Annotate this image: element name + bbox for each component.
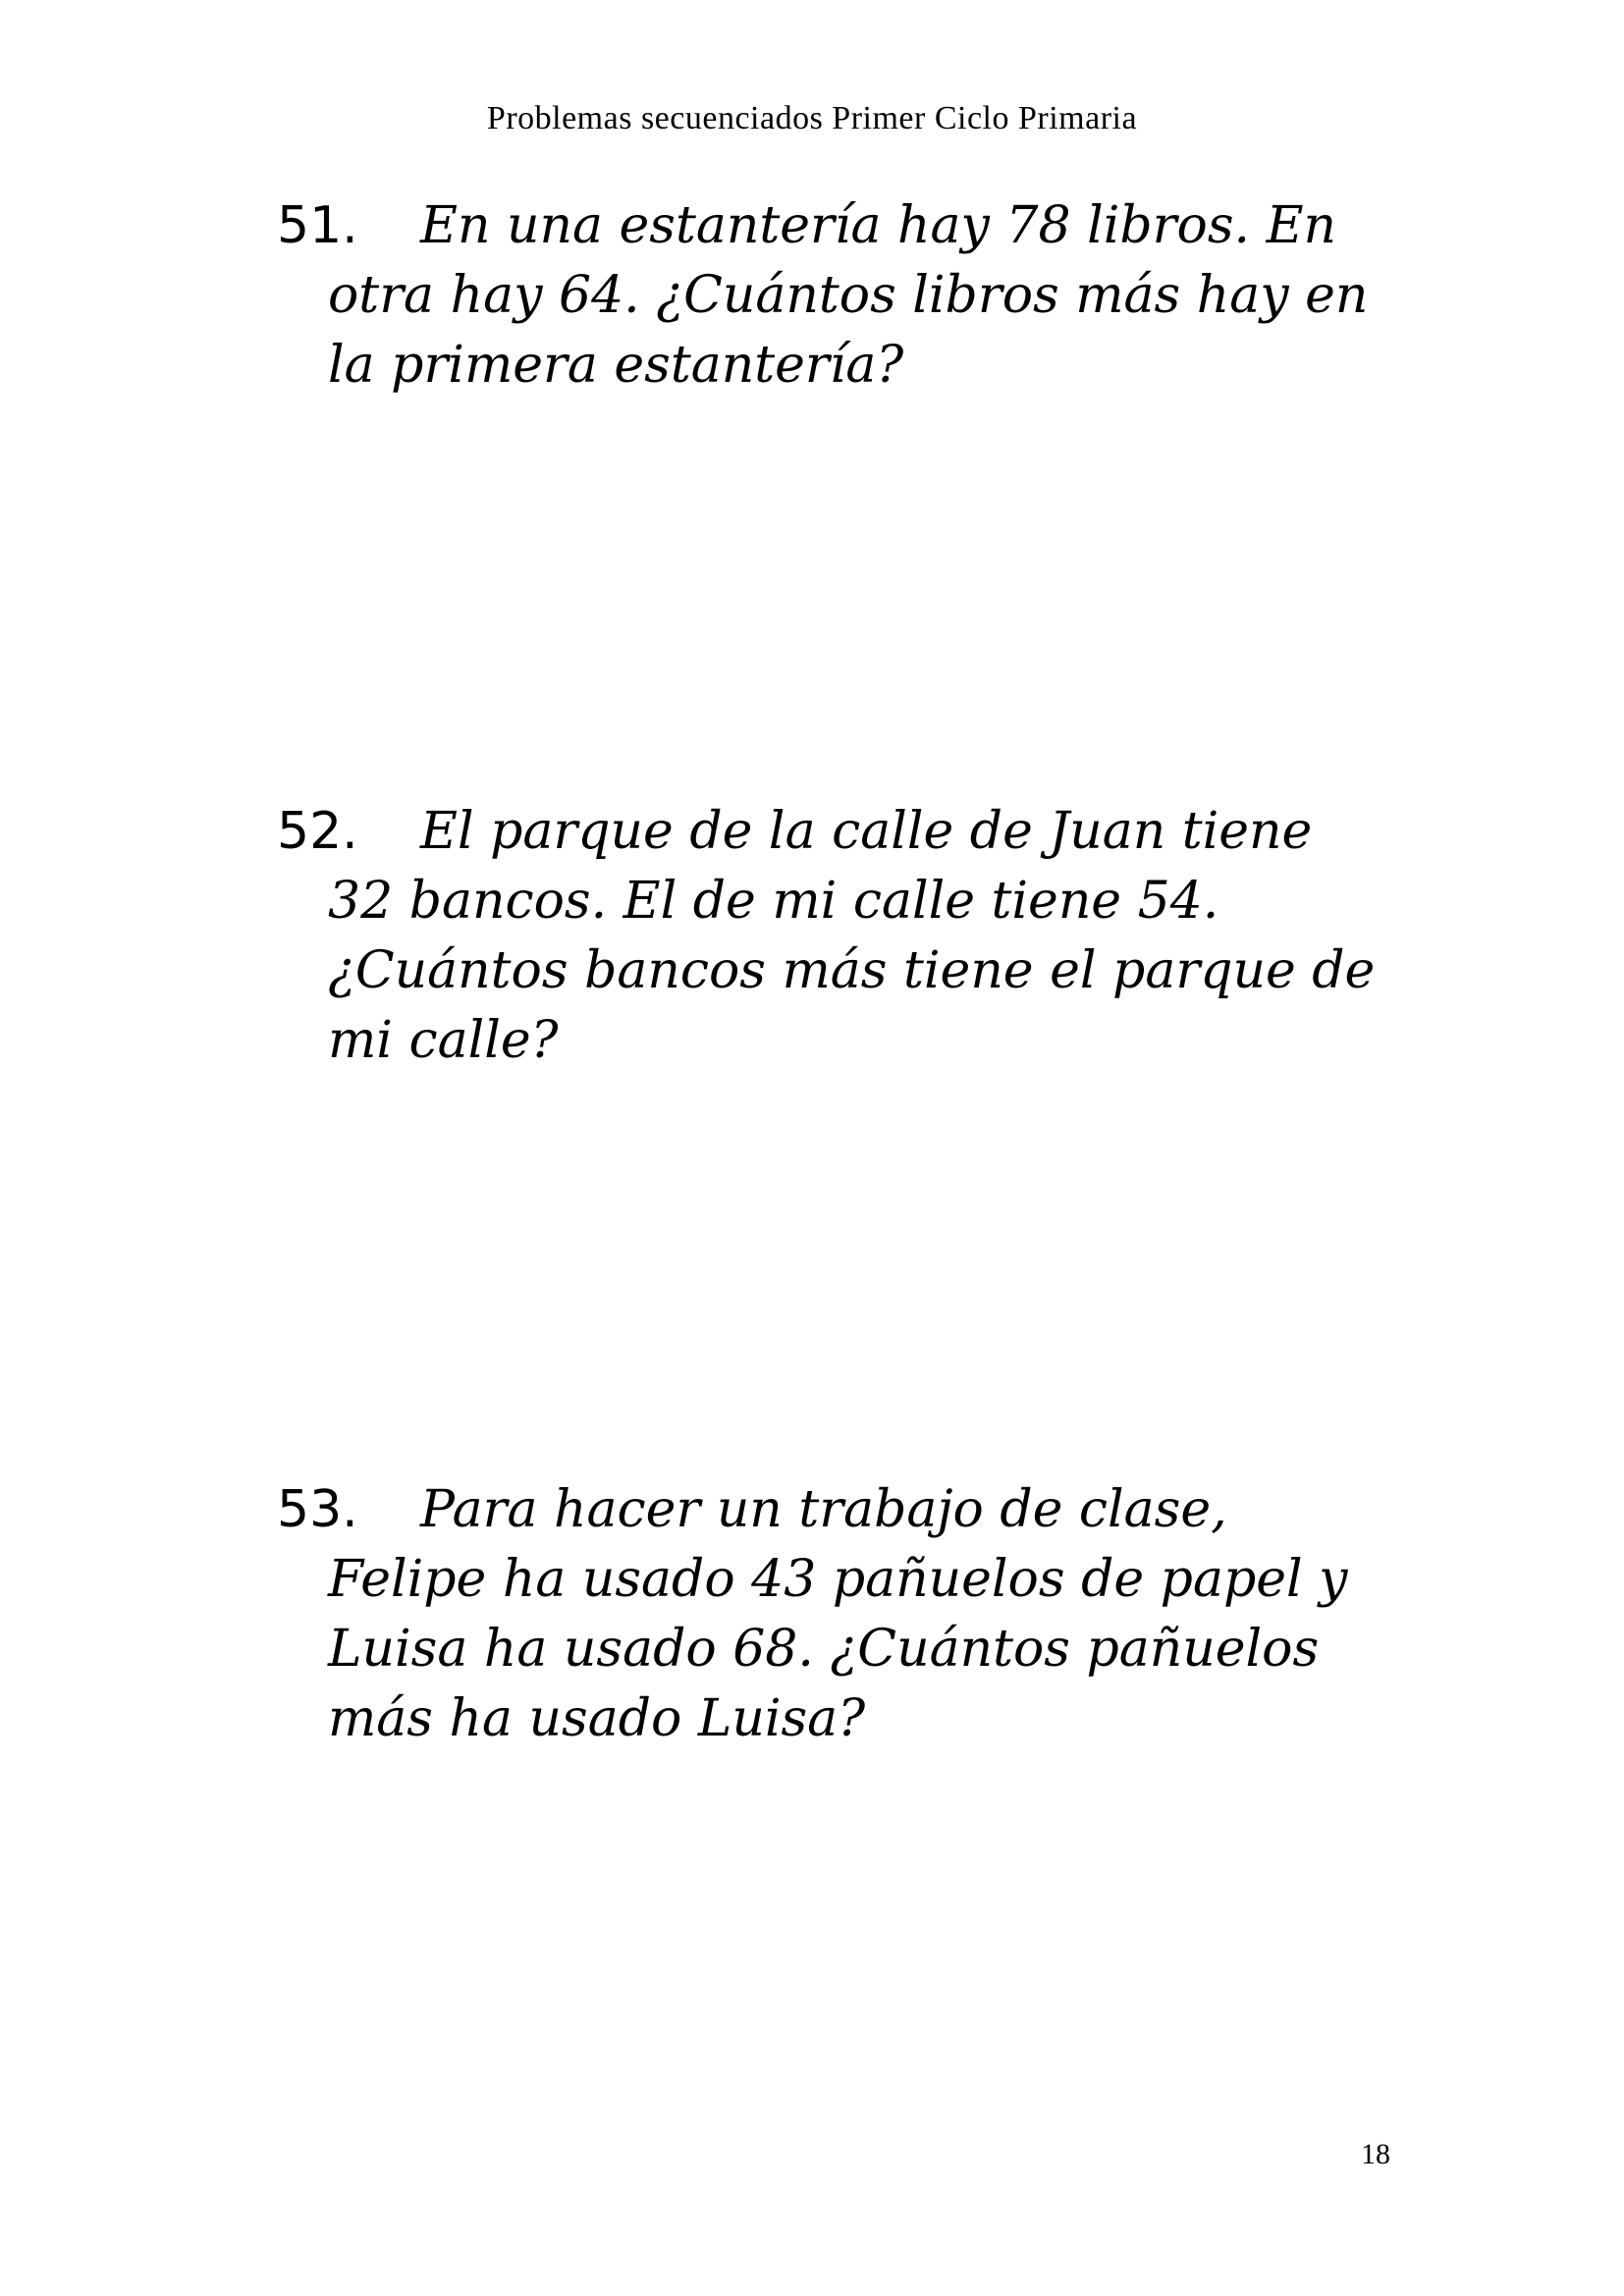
page-number: 18 [1361,2138,1390,2170]
problem-text-line: más ha usado Luisa? [328,1689,866,1748]
problem-text-line: En una estantería hay 78 libros. En [420,196,1337,255]
problem-first-line [277,797,1426,867]
problem-52 [277,797,1426,1076]
problem-number: 53. [277,1480,358,1539]
problem-text-line: El parque de la calle de Juan tiene [420,802,1313,861]
problem-text-line: 32 bancos. El de mi calle tiene 54. [328,872,1219,931]
problem-51 [277,191,1426,400]
problem-number: 52. [277,802,358,861]
problem-number: 51. [277,196,358,255]
problem-text-line: Felipe ha usado 43 pañuelos de papel y [328,1550,1348,1609]
problem-text-line: otra hay 64. ¿Cuántos libros más hay en [328,266,1369,325]
problem-text-line: ¿Cuántos bancos más tiene el parque de [328,941,1376,1000]
problem-first-line [277,1475,1426,1545]
problem-text-line: Para hacer un trabajo de clase, [420,1480,1227,1539]
problem-text-line: la primera estantería? [328,336,904,395]
page-header: Problemas secuenciados Primer Ciclo Primaria [486,100,1138,136]
problem-text-line: mi calle? [328,1011,559,1070]
problem-text-line: Luisa ha usado 68. ¿Cuántos pañuelos [328,1620,1320,1679]
problem-first-line [277,191,1426,261]
problem-53 [277,1475,1426,1754]
